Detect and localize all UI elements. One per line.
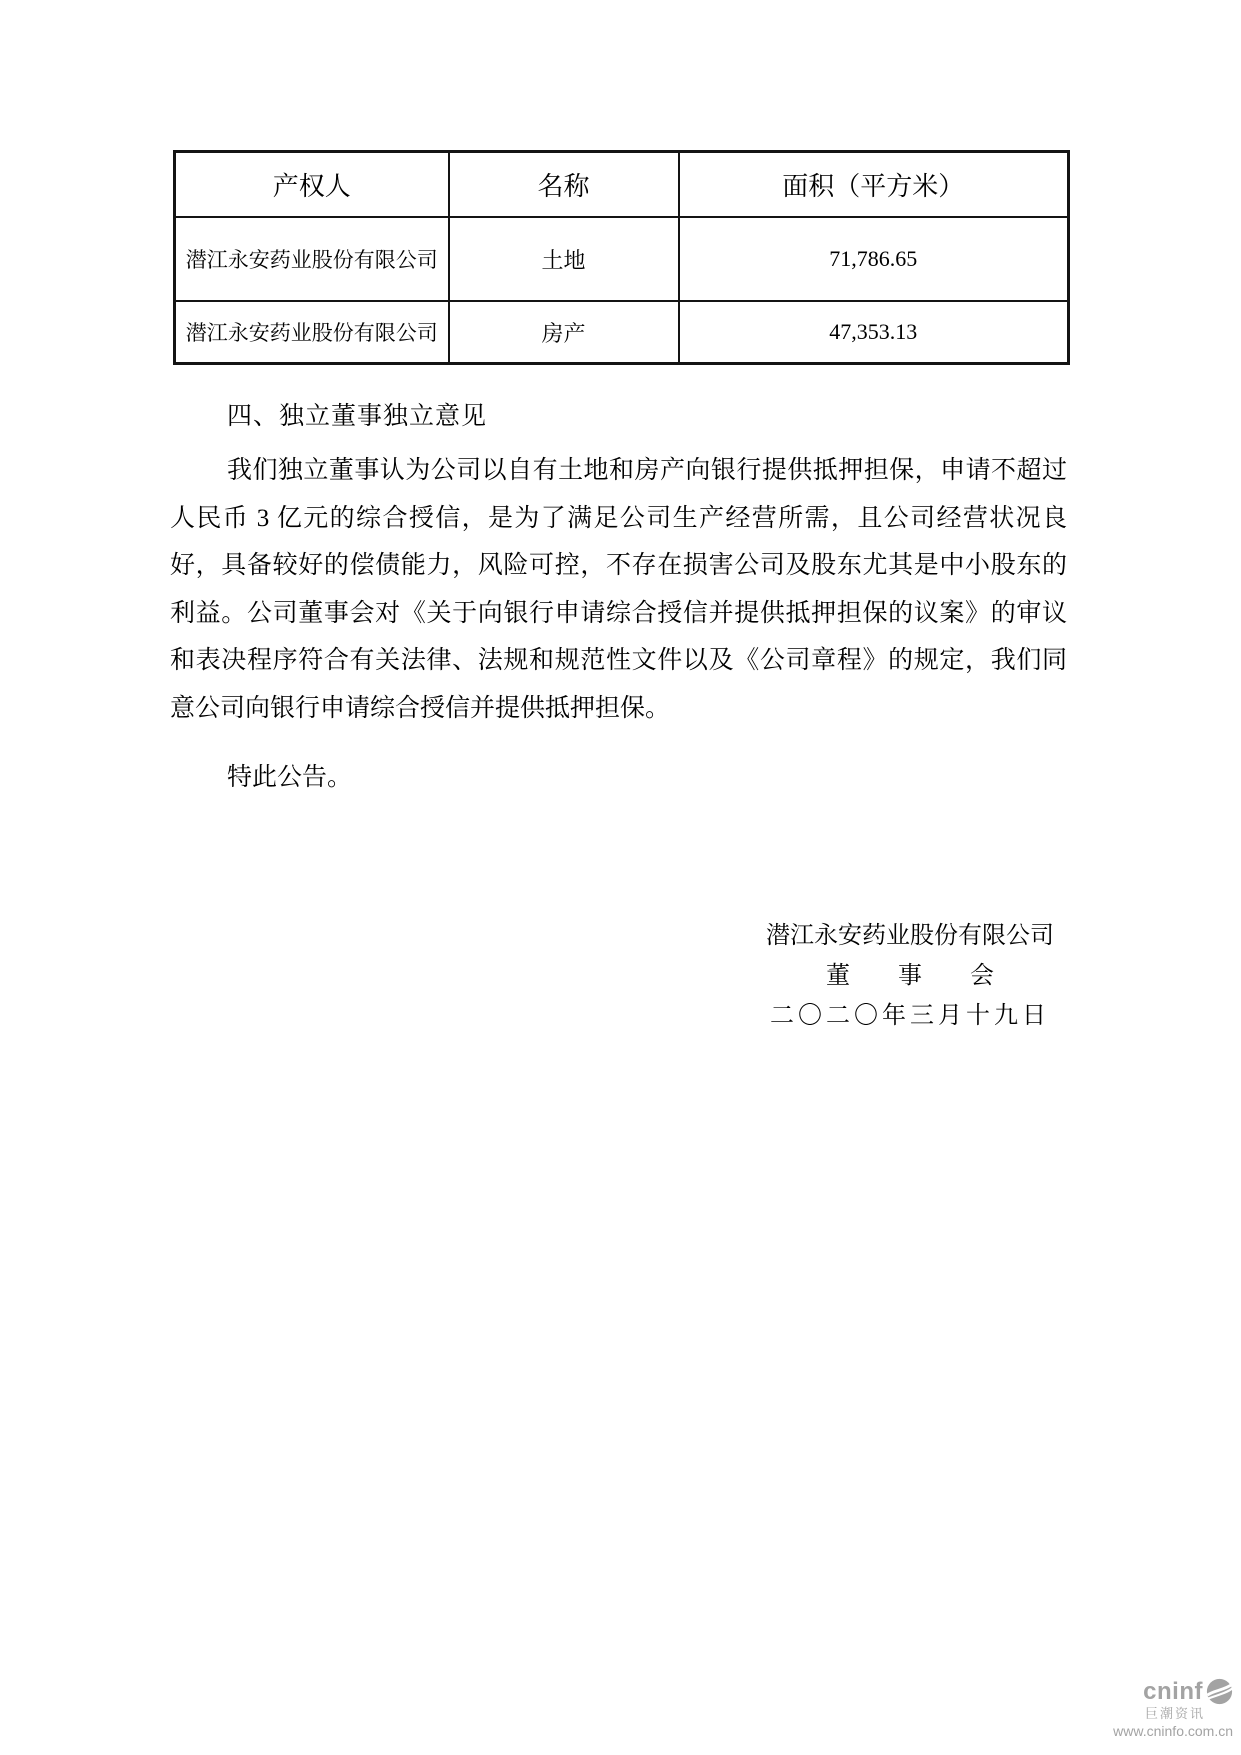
opinion-paragraph: 我们独立董事认为公司以自有土地和房产向银行提供抵押担保，申请不超过人民币 3 亿元的综合授信，是为了满足公司生产经营所需，且公司经营状况良好，具备较好的偿债能力，风险可控，不存在损害公司及股东尤其是中小股东的利益。公司董事会对《关于向银行申请综合授信并提供抵押担保的议案》的审议和表决程序符合有关法律、法规和规范性文件以及《公司章程》的规定，我们同意公司向银行申请综合授信并提供抵押担保。 (170, 457, 1067, 722)
table-header-row (175, 152, 1069, 218)
table-cell-name: 房产 (449, 301, 679, 364)
signature-board: 董 事 会 (826, 963, 994, 989)
cninfo-brand-cn: 巨潮资讯 (1144, 1706, 1205, 1722)
cninfo-url: www.cninfo.com.cn (1113, 1722, 1233, 1739)
table-row (175, 301, 1069, 364)
signature-date: 二〇二〇年三月十九日 (770, 1003, 1050, 1029)
signature-company: 潜江永安药业股份有限公司 (766, 923, 1054, 949)
cninfo-watermark (1113, 1678, 1233, 1739)
section-heading: 四、独立董事独立意见 (227, 403, 488, 430)
table-header-owner: 产权人 (175, 152, 449, 218)
cninfo-logo-text: cninf (1143, 1677, 1203, 1705)
table-header-area: 面积（平方米） (679, 152, 1069, 218)
table-row (175, 217, 1069, 301)
table-cell-owner: 潜江永安药业股份有限公司 (175, 217, 449, 301)
table-cell-area: 71,786.65 (679, 217, 1069, 301)
table-cell-owner: 潜江永安药业股份有限公司 (175, 301, 449, 364)
signature-block (742, 916, 1078, 1036)
assets-table (173, 150, 1070, 365)
table-cell-name: 土地 (449, 217, 679, 301)
table-header-name: 名称 (449, 152, 679, 218)
cninfo-swirl-icon (1206, 1678, 1233, 1705)
closing-note: 特此公告。 (227, 764, 353, 791)
table-cell-area: 47,353.13 (679, 301, 1069, 364)
